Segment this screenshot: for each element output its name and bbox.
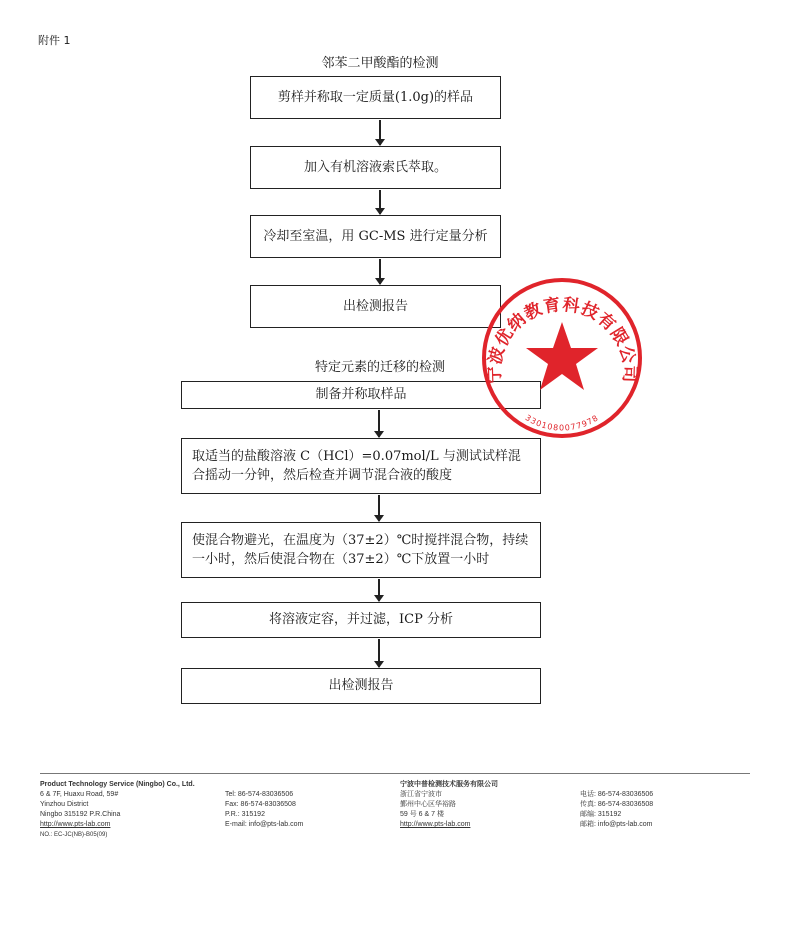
seal-text: 宁波优纳教育科技有限公司 xyxy=(484,294,640,384)
arrow xyxy=(378,410,380,437)
footer-cn-address-line: 鄞州中心区华裕路 xyxy=(400,801,456,808)
section2-step4: 将溶液定容，并过滤，ICP 分析 xyxy=(181,602,541,638)
section1-step1: 剪样并称取一定质量(1.0g)的样品 xyxy=(250,76,501,119)
footer-en-address-line: Ningbo 315192 P.R.China xyxy=(40,811,121,818)
footer-en-web-link[interactable]: http://www.pts-lab.com xyxy=(40,821,111,828)
arrow xyxy=(379,259,381,284)
section2-step1: 制备并称取样品 xyxy=(181,381,541,409)
footer-cn-company: 宁波中普检测技术服务有限公司 xyxy=(400,781,498,788)
footer-doc-number: NO.: EC-JC(NB)-B05(09) xyxy=(40,832,108,838)
footer-en-address-line: 6 & 7F, Huaxu Road, 59# xyxy=(40,791,119,798)
footer-cn-post: 邮编: 315192 xyxy=(580,811,622,818)
attachment-label: 附件 1 xyxy=(38,34,71,47)
footer-cn-web-link[interactable]: http://www.pts-lab.com xyxy=(400,821,471,828)
arrow xyxy=(378,639,380,667)
star-icon xyxy=(526,322,598,390)
footer-cn-fax: 传真: 86-574-83036508 xyxy=(580,801,654,808)
section1-title: 邻苯二甲酸酯的检测 xyxy=(321,56,439,71)
section1-step3: 冷却至室温，用 GC-MS 进行定量分析 xyxy=(250,215,501,258)
section2-step2: 取适当的盐酸溶液 C（HCl）=0.07mol/L 与测试试样混合摇动一分钟，然后检查并调节混合液的酸度 xyxy=(181,438,541,494)
company-seal xyxy=(472,268,652,448)
arrow xyxy=(378,579,380,601)
footer-en-email: E-mail: info@pts-lab.com xyxy=(225,821,304,828)
footer-en-pr: P.R.: 315192 xyxy=(225,811,265,818)
footer-en-fax: Fax: 86-574-83036508 xyxy=(225,801,296,808)
section1-step2: 加入有机溶液索氏萃取。 xyxy=(250,146,501,189)
section2-step5: 出检测报告 xyxy=(181,668,541,704)
footer-cn-address-line: 浙江省宁波市 xyxy=(400,791,442,798)
footer-cn-tel: 电话: 86-574-83036506 xyxy=(580,791,654,798)
arrow xyxy=(379,120,381,145)
footer-en-company: Product Technology Service (Ningbo) Co., Ltd. xyxy=(40,781,195,788)
arrow xyxy=(379,190,381,214)
arrow xyxy=(378,495,380,521)
footer-en-address-line: Yinzhou District xyxy=(40,801,89,808)
footer-en-tel: Tel: 86-574-83036506 xyxy=(225,791,294,798)
seal-number: 3301080077978 xyxy=(523,413,601,433)
footer-cn-email: 邮箱: info@pts-lab.com xyxy=(580,821,653,828)
section1-step4: 出检测报告 xyxy=(250,285,501,328)
footer-cn-address-line: 59 号 6 & 7 楼 xyxy=(400,811,444,818)
footer-divider xyxy=(40,773,750,774)
section2-title: 特定元素的迁移的检测 xyxy=(314,360,445,375)
section2-step3: 使混合物避光，在温度为（37±2）℃时搅拌混合物，持续一小时，然后使混合物在（37±2）℃下放置一小时 xyxy=(181,522,541,578)
